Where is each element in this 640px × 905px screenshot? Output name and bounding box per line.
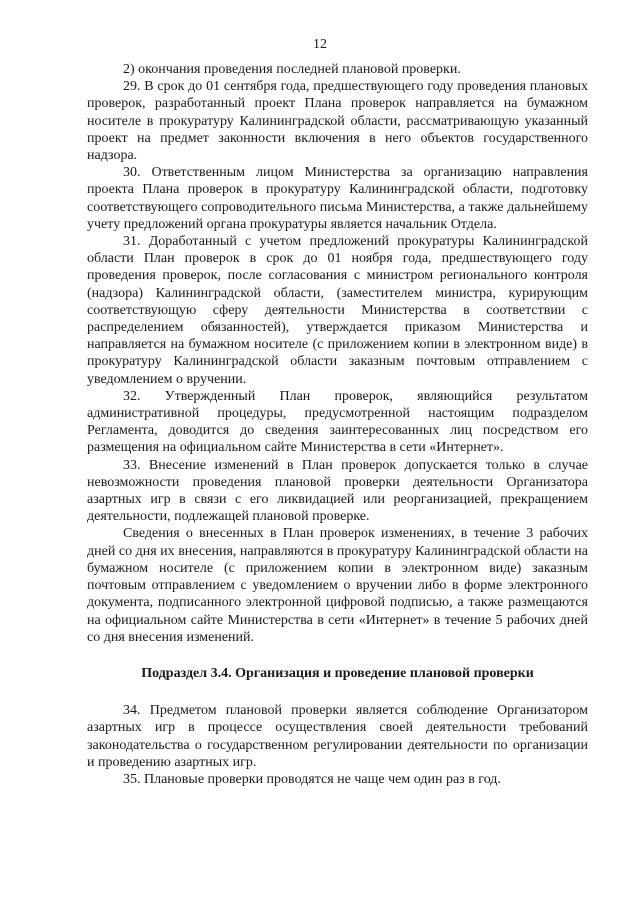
paragraph-35: 35. Плановые проверки проводятся не чаще чем один раз в год. [123, 771, 501, 787]
paragraph-31: 31. Доработанный с учетом предложений прокуратуры Калининградской области План проверок в срок до 01 ноября года, предшествующего году проведения проверок, после согласования с министром регионального контроля (надзора) Калининградской области, (заместителем министра, курирующим соответствующую сферу деятельности Министерства в соответствии с распределением обязанностей), утверждается приказом Министерства и направляется на бумажном носителе (с приложением копии в электронном виде) в прокуратуру Калининградской области заказным почтовым отправлением с уведомлением о вручении. [87, 234, 588, 387]
document-body [87, 61, 588, 788]
paragraph-30: 30. Ответственным лицом Министерства за организацию направления проекта Плана проверок в прокуратуру Калининградской области, подготовку соответствующего сопроводительного письма Министерства, а также дальнейшему учету предложений органа прокуратуры является начальник Отдела. [87, 165, 588, 232]
paragraph-33: 33. Внесение изменений в План проверок допускается только в случае невозможности проведения плановой проверки деятельности Организатора азартных игр в связи с его ликвидацией или реорганизацией, прекращением деятельности, подлежащей плановой проверке. [87, 457, 588, 525]
section-heading: Подраздел 3.4. Организация и проведение плановой проверки [141, 665, 534, 681]
paragraph-34: 34. Предметом плановой проверки является соблюдение Организатором азартных игр в процессе осуществления своей деятельности требований законодательства о государственном регулировании деятельности по организации и проведению азартных игр. [87, 703, 588, 770]
page-number: 12 [313, 37, 327, 52]
paragraph-item-2: 2) окончания проведения последней плановой проверки. [123, 62, 461, 77]
paragraph-33-changes: Сведения о внесенных в План проверок изменениях, в течение 3 рабочих дней со дня их внесения, направляются в прокуратуру Калининградской области на бумажном носителе (с приложением копии в электронном виде) заказным почтовым отправлением с уведомлением о вручении либо в форме электронного документа, подписанного электронной цифровой подписью, а также размещаются на официальном сайте Министерства в сети «Интернет» в течение 5 рабочих дней со дня внесения изменений. [87, 526, 588, 645]
paragraph-29: 29. В срок до 01 сентября года, предшествующего году проведения плановых проверок, разработанный проект Плана проверок направляется на бумажном носителе в прокуратуру Калининградской области, рассматривающую указанный проект на предмет законности включения в него объектов государственного надзора. [87, 79, 588, 164]
paragraph-32: 32. Утвержденный План проверок, являющийся результатом административной процедуры, предусмотренной настоящим подразделом Регламента, доводится до сведения заинтересованных лиц посредством его размещения на официальном сайте Министерства в сети «Интернет». [87, 388, 588, 456]
